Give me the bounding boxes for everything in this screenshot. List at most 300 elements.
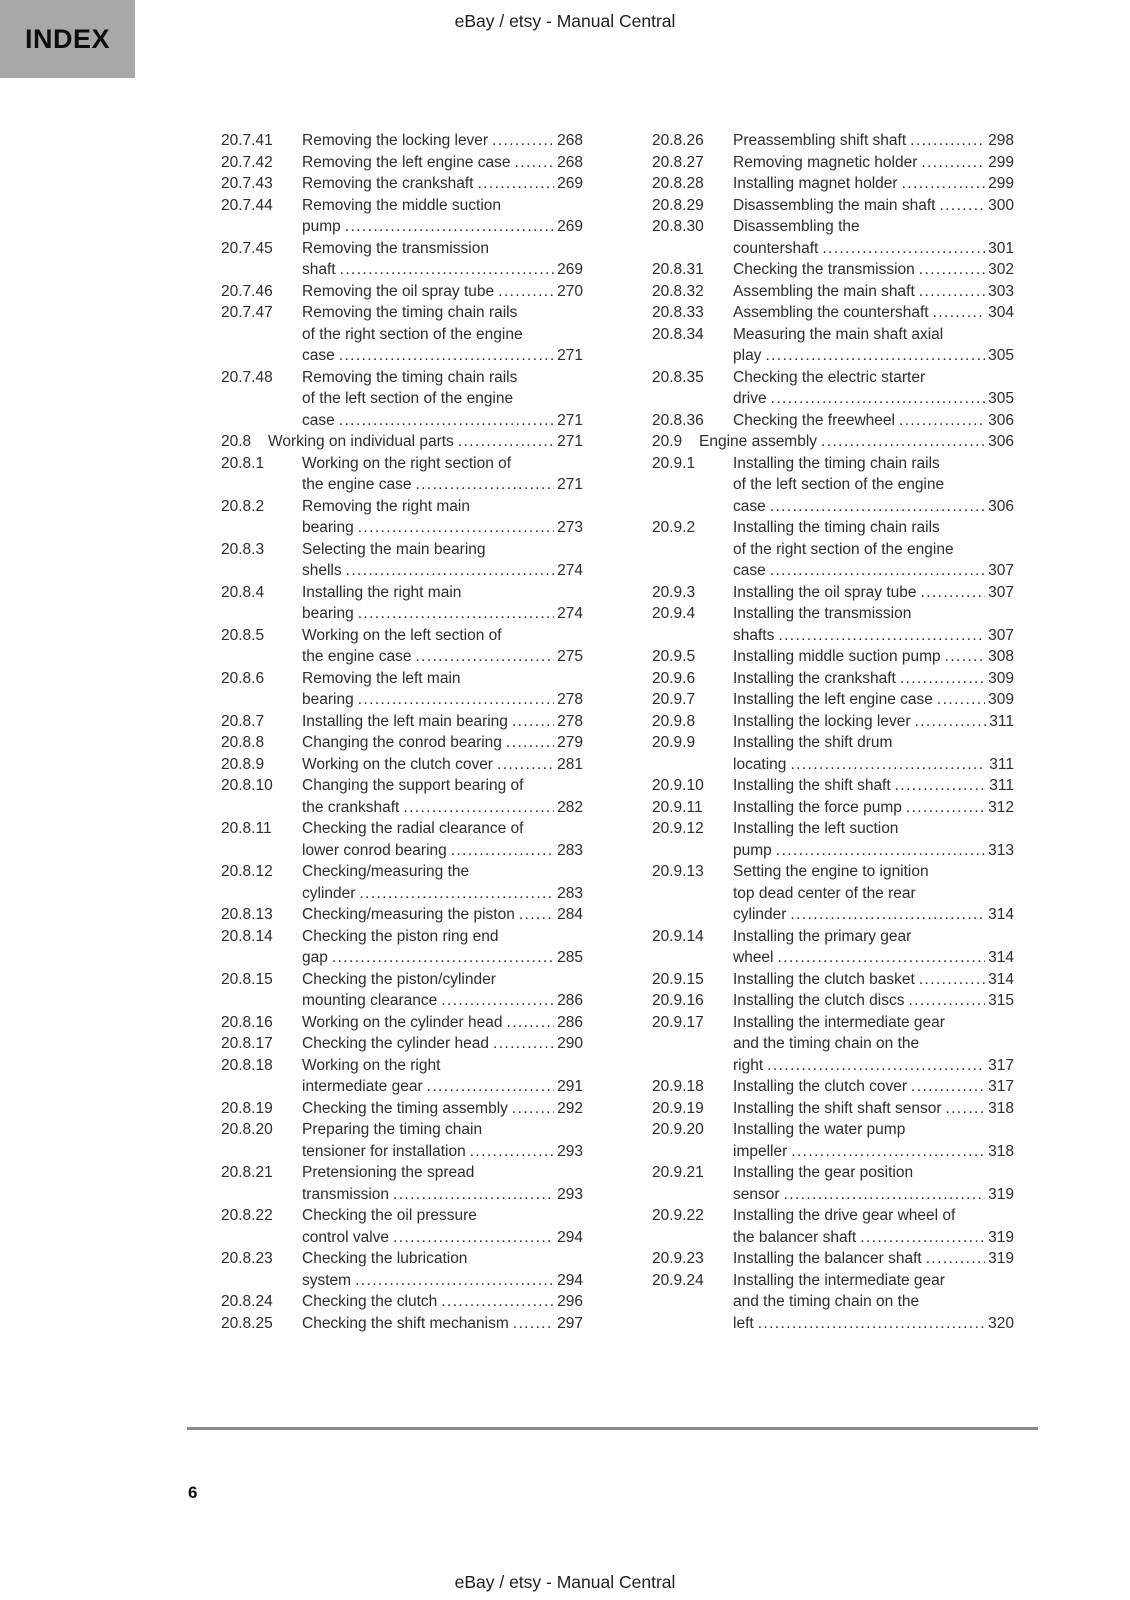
toc-entry-number: 20.8.4: [221, 583, 265, 601]
toc-entry-page: 319: [988, 1250, 1014, 1267]
toc-entry-page: 290: [557, 1035, 583, 1052]
toc-entry-page: 285: [557, 949, 583, 966]
toc-entry-body: [733, 603, 1014, 646]
toc-dot-leader: [908, 990, 985, 1012]
toc-dot-leader: [451, 840, 554, 862]
toc-entry-body: [302, 238, 583, 281]
toc-entry-page: 313: [988, 841, 1014, 859]
toc-entry: [652, 689, 1014, 711]
toc-entry: [221, 625, 583, 668]
toc-entry-body: [733, 1248, 1014, 1270]
toc-entry-number: 20.8.35: [652, 368, 704, 386]
toc-entry-body: [733, 1162, 1014, 1205]
toc-entry-number: 20.9.11: [652, 798, 703, 816]
toc-entry-last-line: [733, 1248, 1014, 1270]
toc-entry-last-line: [733, 1227, 1014, 1249]
toc-entry-body: [733, 711, 1014, 733]
toc-entry-title: right: [733, 1056, 764, 1074]
toc-entry-last-line: [302, 1098, 583, 1120]
toc-entry: [221, 711, 583, 733]
toc-entry-title: Checking the freewheel: [733, 411, 895, 429]
toc-entry-page: 286: [557, 992, 583, 1009]
toc-entry-body: [733, 195, 1014, 217]
toc-entry: [652, 603, 1014, 646]
toc-entry-title: Working on individual parts: [268, 433, 454, 450]
toc-entry: [652, 431, 1014, 453]
toc-entry-page: 312: [988, 798, 1014, 816]
toc-entry-last-line: [733, 195, 1014, 217]
toc-entry-title: case: [302, 347, 335, 364]
toc-entry-page: 278: [557, 712, 583, 730]
toc-entry-page: 320: [988, 1314, 1014, 1332]
toc-entry-body: [302, 1162, 583, 1205]
toc-dot-leader: [358, 689, 554, 711]
toc-entry-body: [302, 861, 583, 904]
toc-entry-page: 314: [988, 906, 1014, 923]
toc-dot-leader: [911, 1076, 985, 1098]
toc-entry-last-line: [733, 388, 1014, 410]
toc-entry-body: [302, 754, 583, 776]
toc-entry-last-line: [302, 259, 583, 281]
toc-entry-title: Installing the force pump: [733, 798, 902, 816]
toc-entry-title: Checking the clutch: [302, 1293, 438, 1310]
toc-entry-body: [302, 775, 583, 818]
toc-entry-last-line: [302, 130, 583, 152]
toc-dot-leader: [339, 345, 554, 367]
toc-entry-body: [733, 410, 1014, 432]
toc-entry-number: 20.9: [652, 433, 683, 450]
toc-entry-title-line: Installing the drive gear wheel of: [733, 1207, 956, 1224]
toc-entry: [221, 195, 583, 238]
toc-entry-title: Checking the transmission: [733, 261, 915, 278]
toc-entry-title-line: and the timing chain on the: [733, 1035, 920, 1052]
toc-dot-leader: [332, 947, 554, 969]
toc-entry-last-line: [302, 990, 583, 1012]
toc-entry-body: [302, 367, 583, 432]
toc-entry-last-line: [733, 969, 1014, 991]
toc-entry-number: 20.9.19: [652, 1099, 704, 1117]
toc-entry-title: locating: [733, 755, 787, 773]
toc-entry-body: [302, 539, 583, 582]
toc-entry-number: 20.8.14: [221, 927, 273, 945]
toc-entry-body: [733, 775, 1014, 797]
toc-entry-body: [733, 259, 1014, 281]
toc-entry-body: [302, 195, 583, 238]
toc-dot-leader: [765, 345, 985, 367]
toc-entry-title: impeller: [733, 1142, 788, 1160]
toc-entry-page: 308: [988, 648, 1014, 665]
toc-entry-last-line: [733, 173, 1014, 195]
toc-entry-page: 278: [557, 691, 583, 708]
toc-dot-leader: [906, 797, 985, 819]
toc-entry: [652, 152, 1014, 174]
toc-entry-number: 20.8.8: [221, 734, 265, 751]
toc-entry-body: [733, 281, 1014, 303]
toc-dot-leader: [512, 711, 554, 733]
footer-divider: [187, 1427, 1038, 1430]
toc-entry-body: [302, 818, 583, 861]
toc-entry-title: Installing the clutch cover: [733, 1078, 908, 1095]
toc-entry-title: Installing the clutch discs: [733, 992, 905, 1009]
toc-entry-number: 20.9.18: [652, 1078, 704, 1095]
toc-entry: [652, 732, 1014, 775]
toc-dot-leader: [946, 1098, 986, 1120]
toc-entry-number: 20.7.48: [221, 368, 273, 386]
header-title: eBay / etsy - Manual Central: [454, 11, 676, 31]
toc-entry: [652, 969, 1014, 991]
toc-entry-last-line: [302, 1227, 583, 1249]
toc-entry-number: 20.8.23: [221, 1250, 273, 1267]
toc-entry: [221, 926, 583, 969]
toc-entry-title-line: Installing the timing chain rails: [733, 454, 940, 472]
toc-entry-number: 20.9.10: [652, 777, 704, 794]
toc-entry-title-line: Selecting the main bearing: [302, 540, 486, 558]
toc-entry-title: mounting clearance: [302, 992, 438, 1009]
toc-dot-leader: [767, 1055, 985, 1077]
toc-entry-title-line: and the timing chain on the: [733, 1293, 920, 1310]
toc-entry-last-line: [302, 1012, 583, 1034]
toc-entry-title: bearing: [302, 691, 354, 708]
toc-entry-page: 297: [557, 1314, 583, 1332]
toc-entry-title: gap: [302, 949, 328, 966]
toc-entry: [221, 582, 583, 625]
toc-entry-body: [733, 173, 1014, 195]
toc-entry-page: 271: [557, 476, 583, 493]
toc-entry-title-line: Installing the gear position: [733, 1164, 914, 1181]
toc-entry-title: Installing the left main bearing: [302, 712, 508, 730]
toc-entry-title: tensioner for installation: [302, 1142, 466, 1160]
toc-entry: [652, 1162, 1014, 1205]
toc-entry-page: 282: [557, 798, 583, 816]
toc-entry-number: 20.9.16: [652, 992, 704, 1009]
toc-entry: [652, 775, 1014, 797]
toc-entry-title: Assembling the countershaft: [733, 304, 929, 321]
toc-entry-body: [733, 646, 1014, 668]
toc-entry: [221, 1033, 583, 1055]
toc-entry-title-line: Removing the left main: [302, 669, 461, 687]
toc-entry: [652, 302, 1014, 324]
toc-dot-leader: [778, 625, 985, 647]
toc-entry-body: [733, 797, 1014, 819]
toc-entry-number: 20.8.2: [221, 497, 265, 515]
toc-entry-number: 20.8.33: [652, 304, 704, 321]
toc-entry: [652, 668, 1014, 690]
toc-entry-title-line: Installing the transmission: [733, 605, 912, 622]
toc-entry-page: 305: [988, 347, 1014, 364]
toc-entry-page: 311: [989, 712, 1014, 730]
toc-dot-leader: [822, 238, 985, 260]
toc-entry: [221, 1248, 583, 1291]
toc-entry: [221, 775, 583, 818]
toc-entry-title-line: Preparing the timing chain: [302, 1121, 483, 1138]
toc-entry-title: Installing the left engine case: [733, 691, 933, 708]
toc-entry-last-line: [268, 431, 583, 453]
toc-entry-last-line: [302, 560, 583, 582]
toc-dot-leader: [926, 1248, 985, 1270]
toc-dot-leader: [427, 1076, 555, 1098]
toc-entry-title-line: Removing the timing chain rails: [302, 368, 518, 386]
toc-entry-title-line: Installing the water pump: [733, 1121, 906, 1138]
toc-entry: [652, 367, 1014, 410]
toc-entry-title-line: Measuring the main shaft axial: [733, 325, 944, 343]
toc-entry-number: 20.7.47: [221, 304, 273, 321]
toc-entry-page: 283: [557, 884, 583, 902]
toc-entry-title: case: [733, 562, 766, 579]
toc-entry: [221, 1119, 583, 1162]
toc-dot-leader: [339, 410, 554, 432]
toc-entry-number: 20.9.12: [652, 820, 704, 837]
toc-entry-title: bearing: [302, 605, 354, 622]
toc-dot-leader: [919, 259, 985, 281]
toc-entry-page: 303: [988, 282, 1014, 300]
toc-dot-leader: [358, 603, 554, 625]
toc-entry-last-line: [302, 1270, 583, 1292]
toc-entry-number: 20.8.24: [221, 1293, 273, 1310]
toc-entry-number: 20.8.29: [652, 196, 704, 214]
toc-entry: [221, 1055, 583, 1098]
toc-entry-body: [302, 152, 583, 174]
toc-entry-title-line: top dead center of the rear: [733, 884, 916, 902]
toc-entry-title-line: Checking the lubrication: [302, 1250, 468, 1267]
toc-entry-number: 20.7.43: [221, 175, 273, 192]
toc-entry-last-line: [302, 474, 583, 496]
toc-entry-page: 281: [557, 755, 583, 773]
toc-entry-last-line: [302, 754, 583, 776]
toc-entry-title: sensor: [733, 1185, 780, 1203]
toc-entry-number: 20.8.18: [221, 1056, 273, 1074]
toc-entry-last-line: [733, 345, 1014, 367]
toc-entry-number: 20.9.13: [652, 863, 704, 880]
toc-dot-leader: [512, 1098, 554, 1120]
toc-entry-title-line: of the left section of the engine: [302, 390, 514, 407]
toc-entry-last-line: [733, 1141, 1014, 1163]
toc-dot-leader: [791, 1141, 985, 1163]
toc-dot-leader: [403, 797, 554, 819]
toc-entry-title: Removing the left engine case: [302, 153, 511, 171]
toc-entry-title: transmission: [302, 1185, 389, 1203]
toc-dot-leader: [919, 969, 985, 991]
toc-entry: [652, 926, 1014, 969]
toc-entry-body: [733, 1012, 1014, 1077]
toc-entry-page: 274: [557, 562, 583, 579]
toc-entry-page: 283: [557, 841, 583, 859]
toc-dot-leader: [790, 904, 985, 926]
toc-dot-leader: [506, 732, 554, 754]
toc-column-left: [221, 130, 583, 1334]
toc-entry-last-line: [302, 904, 583, 926]
toc-entry-page: 293: [557, 1142, 583, 1160]
toc-entry-page: 296: [557, 1293, 583, 1310]
toc-entry-body: [302, 711, 583, 733]
toc-entry-body: [302, 302, 583, 367]
toc-entry-body: [733, 732, 1014, 775]
toc-entry-number: 20.9.5: [652, 648, 696, 665]
toc-entry-body: [302, 496, 583, 539]
toc-dot-leader: [776, 840, 985, 862]
toc-entry-number: 20.9.4: [652, 605, 696, 622]
toc-entry-last-line: [302, 1033, 583, 1055]
toc-entry-number: 20.8.36: [652, 411, 704, 429]
toc-entry-last-line: [302, 711, 583, 733]
toc-entry-body: [268, 431, 583, 453]
toc-entry-number: 20.8.6: [221, 669, 265, 687]
toc-entry-title-line: Checking the piston/cylinder: [302, 970, 496, 988]
toc-entry: [652, 646, 1014, 668]
toc-entry-last-line: [733, 840, 1014, 862]
toc-entry-title: shaft: [302, 261, 336, 278]
toc-entry-number: 20.9.20: [652, 1121, 704, 1138]
toc-entry-number: 20.7.41: [221, 132, 273, 149]
toc-entry-title: shells: [302, 562, 342, 579]
toc-entry-body: [733, 1119, 1014, 1162]
toc-entry-page: 268: [557, 153, 583, 171]
toc-entry: [221, 818, 583, 861]
toc-entry-title: Changing the conrod bearing: [302, 734, 502, 751]
toc-entry-last-line: [302, 1291, 583, 1313]
toc-dot-leader: [921, 152, 985, 174]
toc-entry: [221, 1098, 583, 1120]
toc-dot-leader: [519, 904, 554, 926]
toc-entry-page: 298: [988, 132, 1014, 149]
toc-entry-number: 20.7.45: [221, 239, 273, 257]
toc-dot-leader: [770, 560, 985, 582]
toc-entry-body: [302, 1033, 583, 1055]
toc-entry: [221, 668, 583, 711]
toc-dot-leader: [902, 173, 986, 195]
toc-entry-title: intermediate gear: [302, 1078, 423, 1095]
toc-entry-body: [302, 1205, 583, 1248]
toc-entry-title: Checking the shift mechanism: [302, 1314, 509, 1332]
toc-entry-number: 20.8.13: [221, 906, 273, 923]
toc-entry-title-line: Removing the middle suction: [302, 196, 502, 214]
toc-entry: [221, 1162, 583, 1205]
toc-entry-title-line: Pretensioning the spread: [302, 1164, 475, 1181]
toc-entry-body: [302, 1313, 583, 1335]
toc-entry-number: 20.8: [221, 433, 252, 450]
toc-dot-leader: [477, 173, 554, 195]
toc-entry: [652, 130, 1014, 152]
toc-entry-number: 20.8.22: [221, 1207, 273, 1224]
toc-entry-number: 20.8.28: [652, 175, 704, 192]
toc-dot-leader: [860, 1227, 985, 1249]
toc-entry-title: the engine case: [302, 476, 412, 493]
toc-entry: [652, 1076, 1014, 1098]
toc-entry: [221, 173, 583, 195]
toc-entry-number: 20.8.1: [221, 454, 265, 472]
toc-entry: [221, 861, 583, 904]
toc-entry-page: 309: [988, 669, 1014, 687]
toc-entry: [221, 969, 583, 1012]
toc-entry-body: [302, 1119, 583, 1162]
toc-entry-title: Installing magnet holder: [733, 175, 898, 192]
toc-entry-last-line: [733, 947, 1014, 969]
toc-entry-last-line: [733, 259, 1014, 281]
toc-entry-page: 314: [988, 949, 1014, 966]
toc-dot-leader: [937, 689, 985, 711]
toc-entry-last-line: [302, 1076, 583, 1098]
toc-dot-leader: [493, 1033, 554, 1055]
toc-entry-title-line: of the left section of the engine: [733, 476, 945, 493]
toc-entry: [652, 797, 1014, 819]
toc-entry-title-line: Installing the shift drum: [733, 734, 893, 751]
toc-dot-leader: [910, 130, 985, 152]
toc-entry-number: 20.8.32: [652, 282, 704, 300]
toc-entry-body: [733, 861, 1014, 926]
toc-entry-title: control valve: [302, 1228, 390, 1246]
toc-entry-page: 302: [988, 261, 1014, 278]
toc-entry-page: 315: [988, 992, 1014, 1009]
toc-entry-title: Installing the locking lever: [733, 712, 911, 730]
toc-entry: [221, 1012, 583, 1034]
toc-entry-body: [733, 453, 1014, 518]
toc-entry-number: 20.8.11: [221, 820, 272, 837]
toc-entry-body: [302, 969, 583, 1012]
toc-entry-title: system: [302, 1271, 352, 1289]
toc-entry-title-line: Checking the electric starter: [733, 368, 926, 386]
toc-dot-leader: [458, 431, 554, 453]
toc-entry-title: bearing: [302, 519, 354, 536]
toc-entry-body: [733, 216, 1014, 259]
toc-entry-page: 299: [988, 153, 1014, 171]
toc-entry-body: [302, 1055, 583, 1098]
toc-entry-last-line: [302, 1141, 583, 1163]
toc-entry: [652, 990, 1014, 1012]
toc-entry-page: 304: [988, 304, 1014, 321]
toc-entry-number: 20.8.10: [221, 777, 273, 794]
toc-entry-page: 305: [988, 390, 1014, 407]
toc-entry: [652, 1012, 1014, 1077]
toc-entry-title: cylinder: [302, 884, 356, 902]
toc-entry-title: wheel: [733, 949, 774, 966]
toc-entry: [221, 754, 583, 776]
toc-entry-number: 20.9.6: [652, 669, 696, 687]
toc-dot-leader: [393, 1227, 554, 1249]
toc-entry-title: Removing the locking lever: [302, 132, 489, 149]
toc-entry-title: Installing the shift shaft: [733, 777, 891, 794]
toc-entry: [652, 517, 1014, 582]
toc-entry-title: the engine case: [302, 648, 412, 665]
toc-dot-leader: [415, 474, 554, 496]
toc-entry-last-line: [302, 1313, 583, 1335]
table-of-contents: [221, 130, 1014, 1334]
toc-entry: [221, 496, 583, 539]
toc-entry-body: [733, 818, 1014, 861]
toc-entry-number: 20.8.34: [652, 325, 704, 343]
toc-entry-last-line: [733, 1076, 1014, 1098]
toc-entry-number: 20.7.44: [221, 196, 273, 214]
toc-entry-number: 20.9.9: [652, 734, 696, 751]
toc-entry-last-line: [302, 646, 583, 668]
toc-entry-title-line: Setting the engine to ignition: [733, 863, 929, 880]
toc-entry-title: Working on the clutch cover: [302, 755, 493, 773]
toc-entry-page: 307: [988, 626, 1014, 644]
toc-entry-page: 299: [988, 175, 1014, 192]
toc-entry-title-line: Checking the radial clearance of: [302, 820, 524, 837]
toc-entry-page: 317: [988, 1078, 1014, 1095]
toc-entry-page: 273: [557, 519, 583, 536]
toc-dot-leader: [513, 1313, 554, 1335]
toc-entry-page: 319: [988, 1185, 1014, 1203]
toc-entry-title: Checking the timing assembly: [302, 1099, 508, 1117]
toc-entry-page: 291: [557, 1078, 583, 1095]
toc-entry: [652, 861, 1014, 926]
toc-entry-page: 275: [557, 648, 583, 665]
toc-entry: [652, 1205, 1014, 1248]
toc-entry-number: 20.9.1: [652, 454, 696, 472]
toc-entry-page: 269: [557, 261, 583, 278]
toc-dot-leader: [441, 990, 554, 1012]
toc-entry-page: 294: [557, 1271, 583, 1289]
